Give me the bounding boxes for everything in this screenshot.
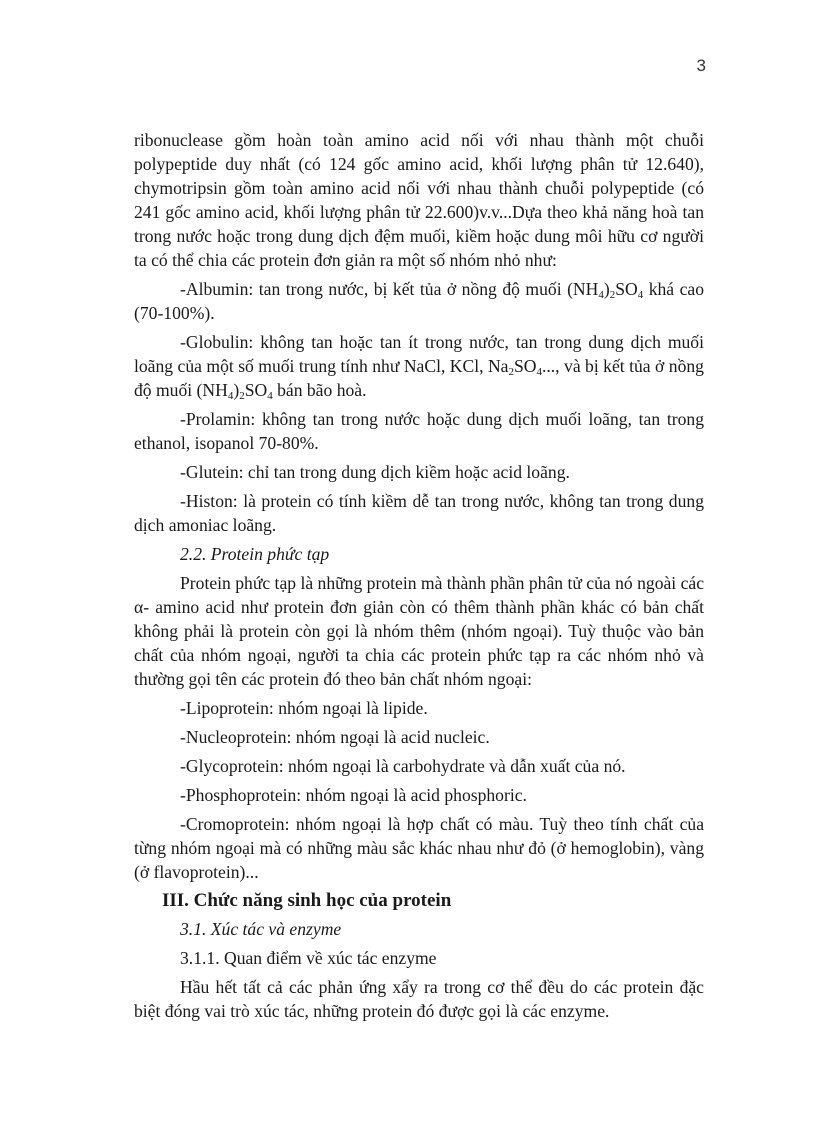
- paragraph-enzyme: Hầu hết tất cả các phản ứng xẩy ra trong cơ thể đều do các protein đặc biệt đóng vai trò xúc tác, những protein đó được gọi là các enzyme.: [134, 977, 704, 1021]
- paragraph-nucleoprotein: -Nucleoprotein: nhóm ngoại là acid nucleic.: [180, 727, 490, 747]
- paragraph-glutein: -Glutein: chỉ tan trong dung dịch kiềm hoặc acid loãng.: [180, 462, 570, 482]
- paragraph-intro: ribonuclease gồm hoàn toàn amino acid nối với nhau thành một chuỗi polypeptide duy nhất (có 124 gốc amino acid, khối lượng phân tử 12.640), chymotripsin gồm toàn amino acid nối với nhau thành chuỗi polypeptide (có 241 gốc amino acid, khối lượng phân tử 22.600)v.v...Dựa theo khả năng hoà tan trong nước hoặc trong dung dịch đệm muối, kiềm hoặc dung môi hữu cơ người ta có thể chia các protein đơn giản ra một số nhóm nhỏ như:: [134, 130, 704, 270]
- section-heading-3-1: 3.1. Xúc tác và enzyme: [180, 919, 342, 939]
- page-body: [134, 128, 704, 1028]
- paragraph-complex-protein: Protein phức tạp là những protein mà thành phần phân tử của nó ngoài các α- amino acid như protein đơn giản còn có thêm thành phần khác có bản chất không phải là protein còn gọi là nhóm thêm (nhóm ngoại). Tuỳ thuộc vào bản chất của nhóm ngoại, người ta chia các protein phức tạp ra các nhóm nhỏ và thường gọi tên các protein đó theo bản chất nhóm ngoại:: [134, 573, 705, 689]
- paragraph-globulin: -Globulin: không tan hoặc tan ít trong nước, tan trong dung dịch muối loãng của một số muối trung tính như NaCl, KCl, $Na_2SO_4$..., và bị kết tủa ở nồng độ muối $(NH_4)_2SO_4$ bán bão hoà.: [134, 332, 704, 402]
- paragraph-phosphoprotein: -Phosphoprotein: nhóm ngoại là acid phosphoric.: [180, 785, 527, 805]
- chapter-heading-3: III. Chức năng sinh học của protein: [162, 890, 452, 911]
- section-heading-3-1-1: 3.1.1. Quan điểm về xúc tác enzyme: [180, 948, 437, 968]
- paragraph-glycoprotein: -Glycoprotein: nhóm ngoại là carbohydrate và dẫn xuất của nó.: [180, 756, 626, 776]
- paragraph-albumin: -Albumin: tan trong nước, bị kết tủa ở nồng độ muối $(NH_4)_2SO_4$ khá cao (70-100%).: [134, 279, 704, 323]
- paragraph-lipoprotein: -Lipoprotein: nhóm ngoại là lipide.: [180, 698, 428, 718]
- section-heading-2-2: 2.2. Protein phức tạp: [180, 544, 330, 564]
- paragraph-cromoprotein: -Cromoprotein: nhóm ngoại là hợp chất có màu. Tuỳ theo tính chất của từng nhóm ngoại mà có những màu sắc khác nhau như đỏ (ở hemoglobin), vàng (ở flavoprotein)...: [134, 814, 704, 882]
- paragraph-histon: -Histon: là protein có tính kiềm dễ tan trong nước, không tan trong dung dịch amoniac loãng.: [134, 491, 704, 535]
- page-number: 3: [696, 56, 706, 75]
- paragraph-prolamin: -Prolamin: không tan trong nước hoặc dung dịch muối loãng, tan trong ethanol, isopanol 70-80%.: [134, 409, 704, 453]
